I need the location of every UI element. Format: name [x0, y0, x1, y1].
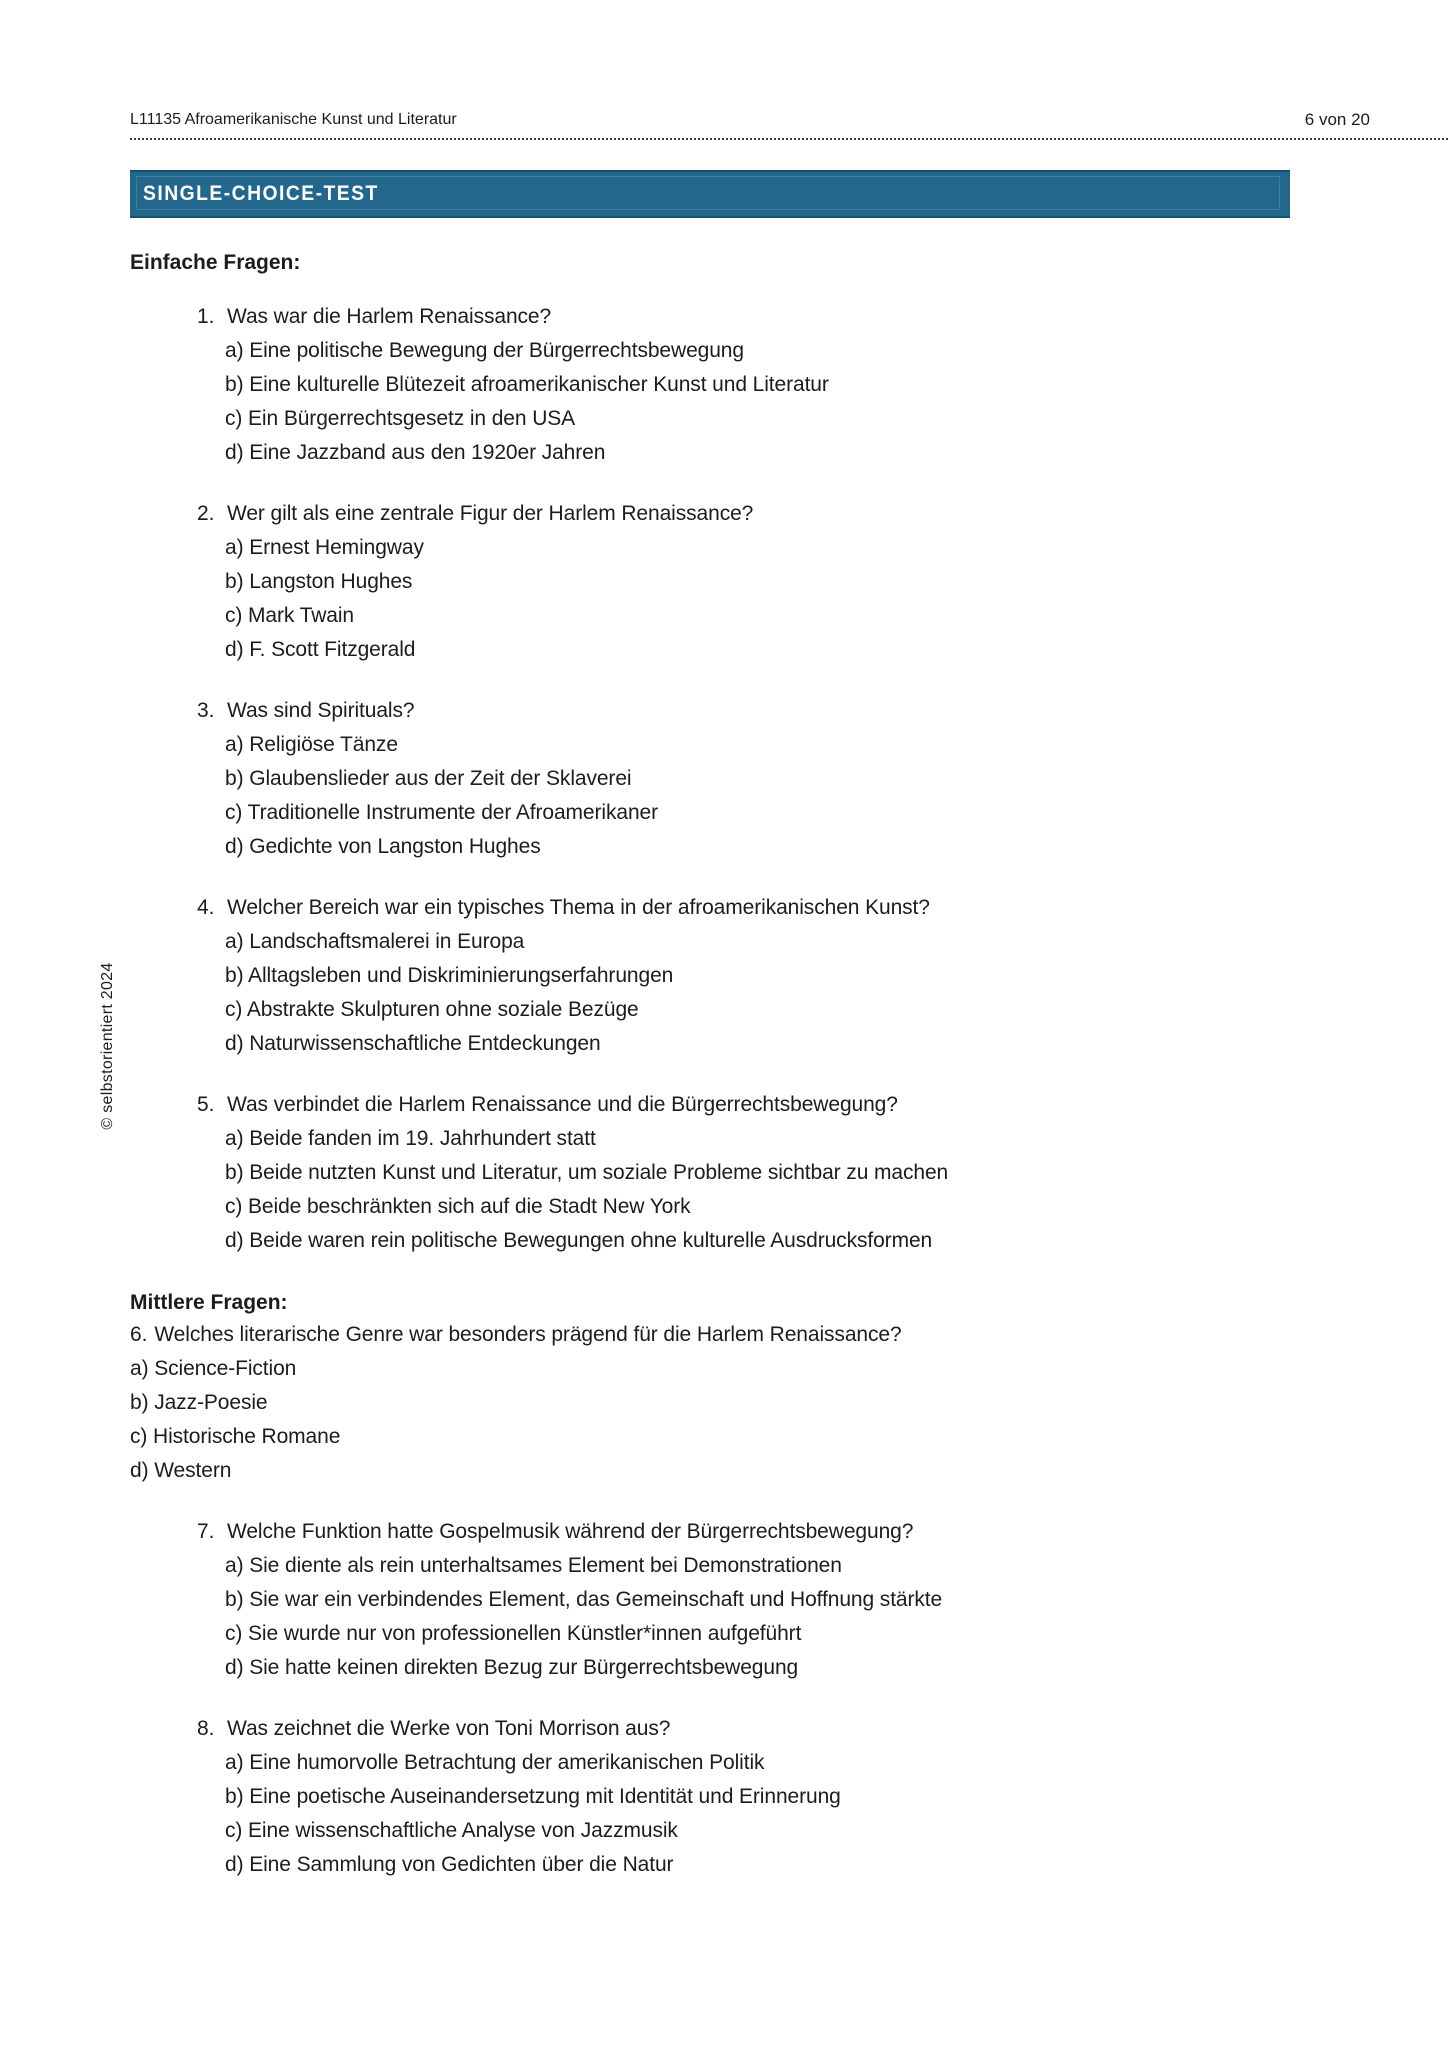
question-item	[130, 1318, 1318, 1488]
question-text: Was zeichnet die Werke von Toni Morrison aus?	[227, 1717, 671, 1740]
answer-option: c) Beide beschränkten sich auf die Stadt New York	[225, 1195, 691, 1218]
answer-option: a) Eine humorvolle Betrachtung der amerikanischen Politik	[225, 1751, 765, 1774]
quiz-content	[130, 250, 1318, 1882]
question-number: 2.	[197, 502, 215, 525]
question-item	[197, 694, 1318, 864]
answer-options	[225, 925, 1318, 1061]
answer-option: c) Mark Twain	[225, 604, 355, 627]
question-item	[197, 497, 1318, 667]
question-number: 8.	[197, 1717, 215, 1740]
answer-option: c) Historische Romane	[130, 1425, 341, 1448]
answer-option: a) Ernest Hemingway	[225, 536, 424, 559]
answer-option: d) Gedichte von Langston Hughes	[225, 835, 541, 858]
question-number: 4.	[197, 896, 215, 919]
answer-option: a) Beide fanden im 19. Jahrhundert statt	[225, 1127, 596, 1150]
header-page-number: 6 von 20	[1304, 110, 1370, 129]
question-line	[197, 891, 1318, 925]
question-item	[197, 300, 1318, 470]
answer-option: b) Glaubenslieder aus der Zeit der Sklaverei	[225, 767, 632, 790]
question-section	[130, 1290, 1318, 1882]
answer-option: c) Eine wissenschaftliche Analyse von Jazzmusik	[225, 1819, 678, 1842]
answer-options	[225, 334, 1318, 470]
answer-option: a) Landschaftsmalerei in Europa	[225, 930, 525, 953]
answer-option: d) Eine Jazzband aus den 1920er Jahren	[225, 441, 606, 464]
answer-options	[225, 1122, 1318, 1258]
answer-option: d) Western	[130, 1459, 232, 1482]
answer-options	[130, 1352, 1318, 1488]
answer-options	[225, 1746, 1318, 1882]
question-text: Was war die Harlem Renaissance?	[227, 305, 552, 328]
question-line	[197, 1088, 1318, 1122]
answer-option: a) Eine politische Bewegung der Bürgerrechtsbewegung	[225, 339, 744, 362]
question-text: Welche Funktion hatte Gospelmusik während der Bürgerrechtsbewegung?	[227, 1520, 914, 1543]
answer-option: d) Eine Sammlung von Gedichten über die Natur	[225, 1853, 674, 1876]
answer-options	[225, 1549, 1318, 1685]
answer-option: b) Jazz-Poesie	[130, 1391, 268, 1414]
page-header	[130, 110, 1448, 140]
answer-option: c) Abstrakte Skulpturen ohne soziale Bezüge	[225, 998, 639, 1021]
question-number: 7.	[197, 1520, 215, 1543]
question-line	[197, 1515, 1318, 1549]
question-number: 1.	[197, 305, 215, 328]
section-heading: Einfache Fragen:	[130, 251, 301, 274]
question-section	[130, 250, 1318, 1258]
question-number: 5.	[197, 1093, 215, 1116]
answer-option: d) Sie hatte keinen direkten Bezug zur Bürgerrechtsbewegung	[225, 1656, 799, 1679]
question-line	[197, 1712, 1318, 1746]
question-line	[130, 1318, 1318, 1352]
question-text: Was sind Spirituals?	[227, 699, 415, 722]
question-text: Welcher Bereich war ein typisches Thema in der afroamerikanischen Kunst?	[227, 896, 930, 919]
answer-options	[225, 728, 1318, 864]
question-number: 6.	[130, 1323, 148, 1346]
header-doc-code: L11135 Afroamerikanische Kunst und Literatur	[130, 111, 457, 128]
answer-option: b) Langston Hughes	[225, 570, 413, 593]
question-line	[197, 497, 1318, 531]
answer-option: b) Eine poetische Auseinandersetzung mit Identität und Erinnerung	[225, 1785, 841, 1808]
section-heading: Mittlere Fragen:	[130, 1291, 288, 1314]
question-line	[197, 300, 1318, 334]
answer-option: c) Ein Bürgerrechtsgesetz in den USA	[225, 407, 576, 430]
answer-option: c) Sie wurde nur von professionellen Künstler*innen aufgeführt	[225, 1622, 802, 1645]
answer-option: a) Sie diente als rein unterhaltsames Element bei Demonstrationen	[225, 1554, 842, 1577]
copyright-vertical-text: © selbstorientiert 2024	[99, 962, 116, 1130]
question-number: 3.	[197, 699, 215, 722]
answer-option: b) Alltagsleben und Diskriminierungserfahrungen	[225, 964, 674, 987]
question-text: Wer gilt als eine zentrale Figur der Harlem Renaissance?	[227, 502, 754, 525]
answer-option: b) Sie war ein verbindendes Element, das Gemeinschaft und Hoffnung stärkte	[225, 1588, 943, 1611]
answer-option: b) Eine kulturelle Blütezeit afroamerikanischer Kunst und Literatur	[225, 373, 829, 396]
answer-option: d) F. Scott Fitzgerald	[225, 638, 416, 661]
answer-option: a) Science-Fiction	[130, 1357, 297, 1380]
question-item	[197, 1088, 1318, 1258]
answer-option: c) Traditionelle Instrumente der Afroamerikaner	[225, 801, 658, 824]
question-item	[197, 1712, 1318, 1882]
answer-option: a) Religiöse Tänze	[225, 733, 398, 756]
section-title-banner	[130, 170, 1290, 218]
question-text: Was verbindet die Harlem Renaissance und die Bürgerrechtsbewegung?	[227, 1093, 898, 1116]
question-line	[197, 694, 1318, 728]
question-item	[197, 1515, 1318, 1685]
question-text: Welches literarische Genre war besonders prägend für die Harlem Renaissance?	[154, 1323, 902, 1346]
answer-option: b) Beide nutzten Kunst und Literatur, um soziale Probleme sichtbar zu machen	[225, 1161, 949, 1184]
answer-option: d) Beide waren rein politische Bewegungen ohne kulturelle Ausdrucksformen	[225, 1229, 933, 1252]
question-item	[197, 891, 1318, 1061]
answer-options	[225, 531, 1318, 667]
answer-option: d) Naturwissenschaftliche Entdeckungen	[225, 1032, 601, 1055]
banner-title: SINGLE-CHOICE-TEST	[143, 182, 379, 205]
